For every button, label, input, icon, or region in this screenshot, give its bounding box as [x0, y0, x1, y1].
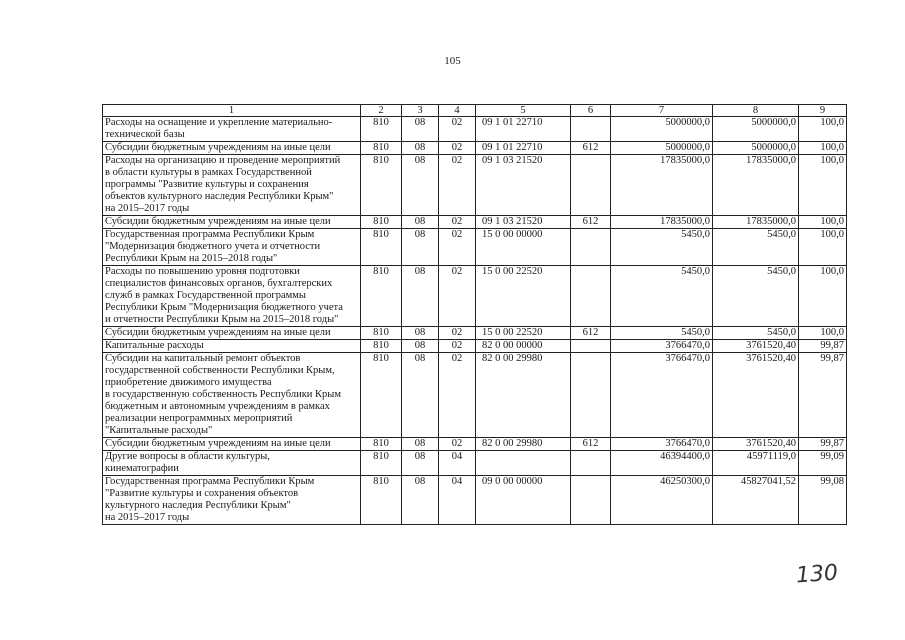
table-row: [103, 438, 847, 451]
percent-cell: 100,0: [799, 266, 847, 327]
subsection-cell: 04: [439, 451, 476, 476]
expense-type-cell: [571, 451, 611, 476]
section-cell: 08: [402, 476, 439, 525]
section-cell: 08: [402, 451, 439, 476]
percent-cell: 99,87: [799, 340, 847, 353]
admin-code-cell: 810: [361, 155, 402, 216]
expense-type-cell: [571, 266, 611, 327]
column-header: 2: [361, 105, 402, 117]
table-row: [103, 476, 847, 525]
row-name-cell: Субсидии бюджетным учреждениям на иные цели: [103, 142, 361, 155]
subsection-cell: 04: [439, 476, 476, 525]
expense-type-cell: [571, 353, 611, 438]
actual-amount-cell: 17835000,0: [713, 155, 799, 216]
planned-amount-cell: 5450,0: [611, 266, 713, 327]
row-name-cell: Расходы по повышению уровня подготовки специалистов финансовых органов, бухгалтерских служб в рамках Государственной программы Республики Крым "Модернизация бюджетного учета и отчетности Республики Крым на 2015–2018 годы": [103, 266, 361, 327]
column-header: 9: [799, 105, 847, 117]
admin-code-cell: 810: [361, 117, 402, 142]
row-name-cell: Субсидии бюджетным учреждениям на иные цели: [103, 438, 361, 451]
admin-code-cell: 810: [361, 142, 402, 155]
admin-code-cell: 810: [361, 266, 402, 327]
target-article-cell: 15 0 00 00000: [476, 229, 571, 266]
column-header: 7: [611, 105, 713, 117]
table-row: [103, 216, 847, 229]
target-article-cell: 82 0 00 00000: [476, 340, 571, 353]
row-name-cell: Другие вопросы в области культуры, кинематографии: [103, 451, 361, 476]
table-row: [103, 155, 847, 216]
admin-code-cell: 810: [361, 327, 402, 340]
section-cell: 08: [402, 117, 439, 142]
percent-cell: 100,0: [799, 327, 847, 340]
row-name-cell: Государственная программа Республики Крым "Модернизация бюджетного учета и отчетности Республики Крым на 2015–2018 годы": [103, 229, 361, 266]
expense-type-cell: 612: [571, 438, 611, 451]
target-article-cell: 09 1 01 22710: [476, 117, 571, 142]
section-cell: 08: [402, 438, 439, 451]
expense-type-cell: 612: [571, 216, 611, 229]
row-name-cell: Субсидии бюджетным учреждениям на иные цели: [103, 216, 361, 229]
planned-amount-cell: 46394400,0: [611, 451, 713, 476]
target-article-cell: 09 1 01 22710: [476, 142, 571, 155]
admin-code-cell: 810: [361, 216, 402, 229]
section-cell: 08: [402, 327, 439, 340]
column-header: 3: [402, 105, 439, 117]
budget-table: [102, 104, 847, 525]
percent-cell: 99,87: [799, 353, 847, 438]
row-name-cell: Расходы на организацию и проведение мероприятий в области культуры в рамках Государственной программы "Развитие культуры и сохранения объектов культурного наследия Республики Крым" на 2015–2017 годы: [103, 155, 361, 216]
percent-cell: 100,0: [799, 142, 847, 155]
target-article-cell: 15 0 00 22520: [476, 327, 571, 340]
subsection-cell: 02: [439, 216, 476, 229]
table-row: [103, 451, 847, 476]
expense-type-cell: [571, 476, 611, 525]
row-name-cell: Капитальные расходы: [103, 340, 361, 353]
row-name-cell: Субсидии на капитальный ремонт объектов государственной собственности Республики Крым, приобретение движимого имущества в государственную собственность Республики Крым бюджетным и автономным учреждениям в рамках реализации непрограммных мероприятий "Капитальные расходы": [103, 353, 361, 438]
expense-type-cell: [571, 117, 611, 142]
expense-type-cell: [571, 340, 611, 353]
actual-amount-cell: 5450,0: [713, 229, 799, 266]
actual-amount-cell: 3761520,40: [713, 340, 799, 353]
header-row: [103, 105, 847, 117]
subsection-cell: 02: [439, 327, 476, 340]
actual-amount-cell: 3761520,40: [713, 353, 799, 438]
expense-type-cell: 612: [571, 327, 611, 340]
handwritten-page-number: 130: [795, 560, 839, 589]
admin-code-cell: 810: [361, 353, 402, 438]
planned-amount-cell: 5000000,0: [611, 117, 713, 142]
subsection-cell: 02: [439, 142, 476, 155]
subsection-cell: 02: [439, 266, 476, 327]
section-cell: 08: [402, 229, 439, 266]
percent-cell: 100,0: [799, 229, 847, 266]
percent-cell: 100,0: [799, 155, 847, 216]
percent-cell: 99,87: [799, 438, 847, 451]
percent-cell: 100,0: [799, 216, 847, 229]
column-header: 1: [103, 105, 361, 117]
row-name-cell: Субсидии бюджетным учреждениям на иные цели: [103, 327, 361, 340]
planned-amount-cell: 46250300,0: [611, 476, 713, 525]
target-article-cell: 82 0 00 29980: [476, 438, 571, 451]
admin-code-cell: 810: [361, 451, 402, 476]
actual-amount-cell: 5000000,0: [713, 117, 799, 142]
target-article-cell: [476, 451, 571, 476]
planned-amount-cell: 5450,0: [611, 229, 713, 266]
admin-code-cell: 810: [361, 476, 402, 525]
planned-amount-cell: 5450,0: [611, 327, 713, 340]
planned-amount-cell: 17835000,0: [611, 155, 713, 216]
expense-type-cell: 612: [571, 142, 611, 155]
percent-cell: 99,08: [799, 476, 847, 525]
section-cell: 08: [402, 340, 439, 353]
actual-amount-cell: 3761520,40: [713, 438, 799, 451]
actual-amount-cell: 45971119,0: [713, 451, 799, 476]
planned-amount-cell: 3766470,0: [611, 340, 713, 353]
subsection-cell: 02: [439, 353, 476, 438]
column-header: 4: [439, 105, 476, 117]
planned-amount-cell: 17835000,0: [611, 216, 713, 229]
section-cell: 08: [402, 142, 439, 155]
section-cell: 08: [402, 155, 439, 216]
column-header: 8: [713, 105, 799, 117]
subsection-cell: 02: [439, 117, 476, 142]
expense-type-cell: [571, 155, 611, 216]
section-cell: 08: [402, 216, 439, 229]
subsection-cell: 02: [439, 229, 476, 266]
admin-code-cell: 810: [361, 438, 402, 451]
admin-code-cell: 810: [361, 340, 402, 353]
section-cell: 08: [402, 266, 439, 327]
target-article-cell: 09 1 03 21520: [476, 155, 571, 216]
table-row: [103, 229, 847, 266]
table-row: [103, 142, 847, 155]
column-header: 5: [476, 105, 571, 117]
subsection-cell: 02: [439, 155, 476, 216]
subsection-cell: 02: [439, 340, 476, 353]
expense-type-cell: [571, 229, 611, 266]
actual-amount-cell: 45827041,52: [713, 476, 799, 525]
percent-cell: 100,0: [799, 117, 847, 142]
table-row: [103, 117, 847, 142]
row-name-cell: Расходы на оснащение и укрепление материально- технической базы: [103, 117, 361, 142]
subsection-cell: 02: [439, 438, 476, 451]
target-article-cell: 82 0 00 29980: [476, 353, 571, 438]
actual-amount-cell: 5000000,0: [713, 142, 799, 155]
page-number: 105: [444, 55, 461, 67]
percent-cell: 99,09: [799, 451, 847, 476]
table-row: [103, 353, 847, 438]
table-row: [103, 327, 847, 340]
planned-amount-cell: 5000000,0: [611, 142, 713, 155]
table-row: [103, 340, 847, 353]
target-article-cell: 09 0 00 00000: [476, 476, 571, 525]
actual-amount-cell: 5450,0: [713, 327, 799, 340]
planned-amount-cell: 3766470,0: [611, 438, 713, 451]
actual-amount-cell: 17835000,0: [713, 216, 799, 229]
table-row: [103, 266, 847, 327]
actual-amount-cell: 5450,0: [713, 266, 799, 327]
section-cell: 08: [402, 353, 439, 438]
target-article-cell: 15 0 00 22520: [476, 266, 571, 327]
row-name-cell: Государственная программа Республики Крым "Развитие культуры и сохранения объектов культурного наследия Республики Крым" на 2015–2017 годы: [103, 476, 361, 525]
planned-amount-cell: 3766470,0: [611, 353, 713, 438]
admin-code-cell: 810: [361, 229, 402, 266]
column-header: 6: [571, 105, 611, 117]
target-article-cell: 09 1 03 21520: [476, 216, 571, 229]
